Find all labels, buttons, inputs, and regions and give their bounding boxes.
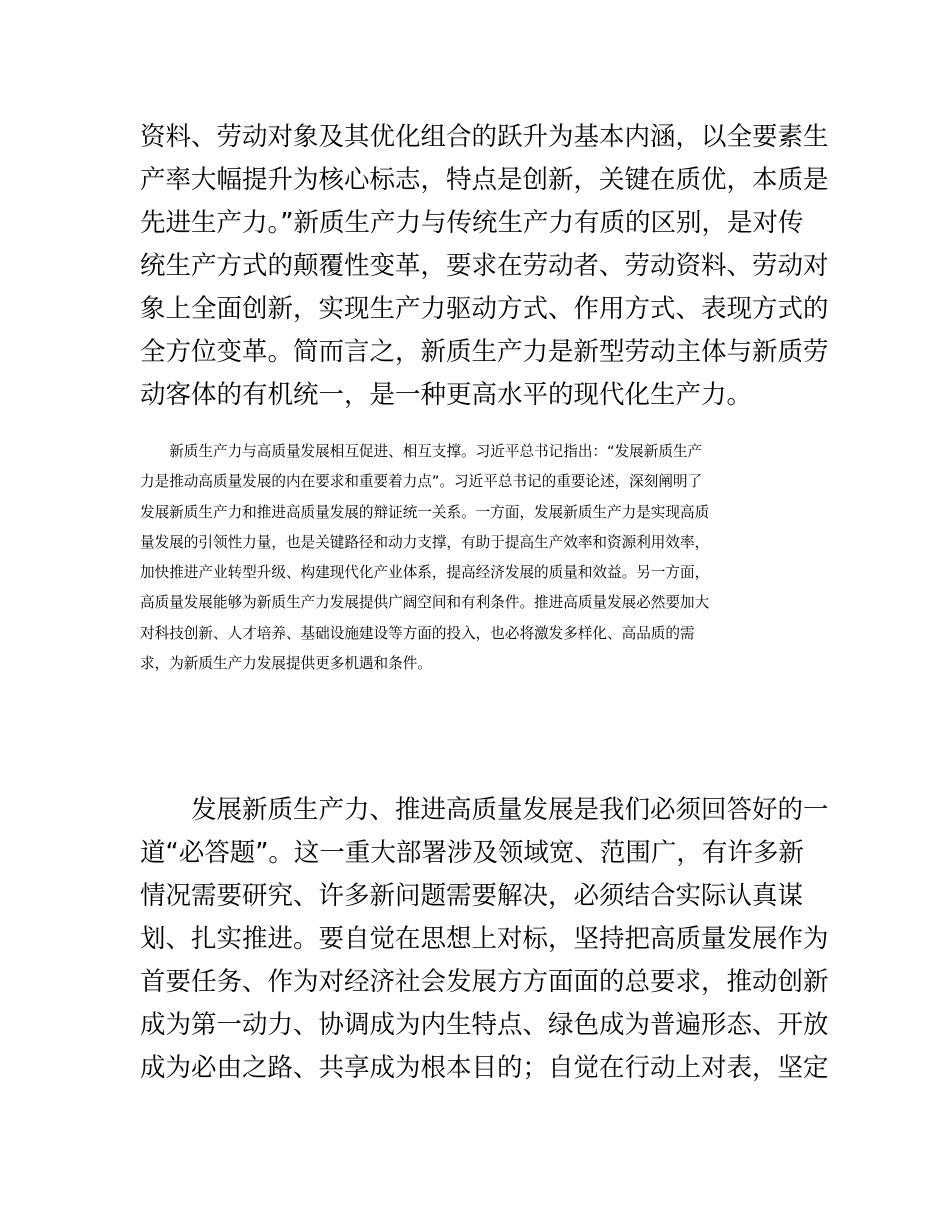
paragraph-line: 象上全面创新，实现生产力驱动方式、作用方式、表现方式的 bbox=[140, 294, 829, 324]
paragraph-1 bbox=[140, 116, 829, 417]
paragraph-line: 成为第一动力、协调成为内生特点、绿色成为普遍形态、开放 bbox=[140, 1010, 829, 1040]
paragraph-line: 划、扎实推进。要自觉在思想上对标，坚持把高质量发展作为 bbox=[140, 924, 829, 954]
paragraph-line: 新质生产力与高质量发展相互促进、相互支撑。习近平总书记指出：“发展新质生产 bbox=[140, 443, 703, 460]
paragraph-line: 成为必由之路、共享成为根本目的；自觉在行动上对表，坚定 bbox=[140, 1053, 829, 1083]
paragraph-line: 加快推进产业转型升级、构建现代化产业体系，提高经济发展的质量和效益。另一方面， bbox=[140, 564, 710, 582]
paragraph-line: 发展新质生产力、推进高质量发展是我们必须回答好的一 bbox=[140, 795, 829, 825]
paragraph-line: 首要任务、作为对经济社会发展方方面面的总要求，推动创新 bbox=[140, 967, 829, 997]
paragraph-3 bbox=[140, 789, 829, 1090]
paragraph-line: 产率大幅提升为核心标志，特点是创新，关键在质优，本质是 bbox=[140, 165, 829, 195]
paragraph-line: 道“必答题”。这一重大部署涉及领域宽、范围广，有许多新 bbox=[140, 838, 804, 868]
paragraph-line: 对科技创新、人才培养、基础设施建设等方面的投入，也必将激发多样化、高品质的需 bbox=[140, 624, 695, 642]
paragraph-line: 发展新质生产力和推进高质量发展的辩证统一关系。一方面，发展新质生产力是实现高质 bbox=[140, 503, 710, 521]
paragraph-line: 求，为新质生产力发展提供更多机遇和条件。 bbox=[140, 655, 432, 673]
paragraph-line: 全方位变革。简而言之，新质生产力是新型劳动主体与新质劳 bbox=[140, 337, 829, 367]
paragraph-line: 力是推动高质量发展的内在要求和重要着力点”。习近平总书记的重要论述，深刻阐明了 bbox=[140, 473, 703, 491]
paragraph-line: 动客体的有机统一，是一种更高水平的现代化生产力。 bbox=[140, 380, 753, 410]
paragraph-line: 量发展的引领性力量，也是关键路径和动力支撑，有助于提高生产效率和资源利用效率， bbox=[140, 533, 710, 551]
paragraph-line: 资料、劳动对象及其优化组合的跃升为基本内涵，以全要素生 bbox=[140, 122, 829, 152]
paragraph-line: 先进生产力。”新质生产力与传统生产力有质的区别，是对传 bbox=[140, 208, 804, 238]
paragraph-line: 统生产方式的颠覆性变革，要求在劳动者、劳动资料、劳动对 bbox=[140, 251, 829, 281]
paragraph-line: 情况需要研究、许多新问题需要解决，必须结合实际认真谋 bbox=[140, 881, 804, 911]
paragraph-line: 高质量发展能够为新质生产力发展提供广阔空间和有利条件。推进高质量发展必然要加大 bbox=[140, 594, 710, 612]
paragraph-2 bbox=[140, 437, 812, 679]
